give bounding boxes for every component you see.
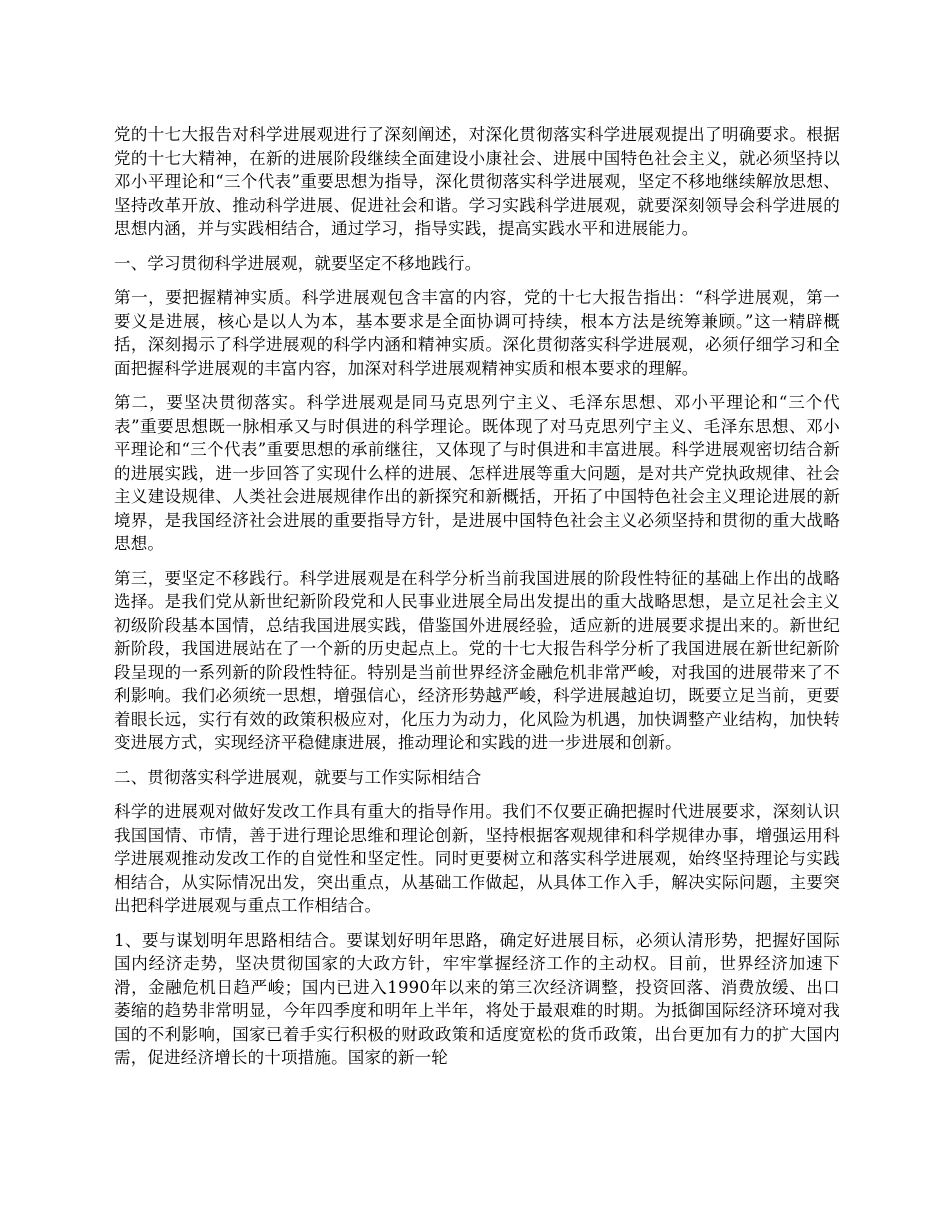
- intro-paragraph: 党的十七大报告对科学进展观进行了深刻阐述，对深化贯彻落实科学进展观提出了明确要求。根据党的十七大精神，在新的进展阶段继续全面建设小康社会、进展中国特色社会主义，就必须坚持以邓小平理论和“三个代表”重要思想为指导，深化贯彻落实科学进展观，坚定不移地继续解放思想、坚持改革开放、推动科学进展、促进社会和谐。学习实践科学进展观，就要深刻领导会科学进展的思想内涵，并与实践相结合，通过学习，指导实践，提高实践水平和进展能力。: [114, 125, 840, 238]
- document-body: [114, 123, 840, 1081]
- paragraph-first: 第一，要把握精神实质。科学进展观包含丰富的内容，党的十七大报告指出：“科学进展观，第一要义是进展，核心是以人为本，基本要求是全面协调可持续，根本方法是统筹兼顾。”这一精辟概括，深刻揭示了科学进展观的科学内涵和精神实质。深化贯彻落实科学进展观，必须仔细学习和全面把握科学进展观的丰富内容，加深对科学进展观精神实质和根本要求的理解。: [114, 288, 840, 378]
- paragraph-guidance: 科学的进展观对做好发改工作具有重大的指导作用。我们不仅要正确把握时代进展要求，深刻认识我国国情、市情，善于进行理论思维和理论创新，坚持根据客观规律和科学规律办事，增强运用科学进展观推动发改工作的自觉性和坚定性。同时更要树立和落实科学进展观，始终坚持理论与实践相结合，从实际情况出发，突出重点，从基础工作做起，从具体工作入手，解决实际问题，主要突出把科学进展观与重点工作相结合。: [114, 802, 840, 915]
- section-heading-1: 一、学习贯彻科学进展观，就要坚定不移地践行。: [114, 253, 482, 273]
- paragraph-second: 第二，要坚决贯彻落实。科学进展观是同马克思列宁主义、毛泽东思想、邓小平理论和“三个代表”重要思想既一脉相承又与时俱进的科学理论。既体现了对马克思列宁主义、毛泽东思想、邓小平理论和“三个代表”重要思想的承前继往，又体现了与时俱进和丰富进展。科学进展观密切结合新的进展实践，进一步回答了实现什么样的进展、怎样进展等重大问题，是对共产党执政规律、社会主义建设规律、人类社会进展规律作出的新探究和新概括，开拓了中国特色社会主义理论进展的新境界，是我国经济社会进展的重要指导方针，是进展中国特色社会主义必须坚持和贯彻的重大战略思想。: [114, 393, 840, 553]
- paragraph-item-1: 1、要与谋划明年思路相结合。要谋划好明年思路，确定好进展目标，必须认清形势，把握好国际国内经济走势，坚决贯彻国家的大政方针，牢牢掌握经济工作的主动权。目前，世界经济加速下滑，金融危机日趋严峻；国内已进入1990年以来的第三次经济调整，投资回落、消费放缓、出口萎缩的趋势非常明显，今年四季度和明年上半年，将处于最艰难的时期。为抵御国际经济环境对我国的不利影响，国家已着手实行积极的财政政策和适度宽松的货币政策，出台更加有力的扩大国内需，促进经济增长的十项措施。国家的新一轮: [114, 930, 840, 1067]
- paragraph-third: 第三，要坚定不移践行。科学进展观是在科学分析当前我国进展的阶段性特征的基础上作出的战略选择。是我们党从新世纪新阶段党和人民事业进展全局出发提出的重大战略思想，是立足社会主义初级阶段基本国情，总结我国进展实践，借鉴国外进展经验，适应新的进展要求提出来的。新世纪新阶段，我国进展站在了一个新的历史起点上。党的十七大报告科学分析了我国进展在新世纪新阶段呈现的一系列新的阶段性特征。特别是当前世界经济金融危机非常严峻，对我国的进展带来了不利影响。我们必须统一思想，增强信心，经济形势越严峻，科学进展越迫切，既要立足当前，更要着眼长远，实行有效的政策积极应对，化压力为动力，化风险为机遇，加快调整产业结构，加快转变进展方式，实现经济平稳健康进展，推动理论和实践的进一步进展和创新。: [114, 568, 840, 752]
- section-heading-2: 二、贯彻落实科学进展观，就要与工作实际相结合: [114, 767, 482, 787]
